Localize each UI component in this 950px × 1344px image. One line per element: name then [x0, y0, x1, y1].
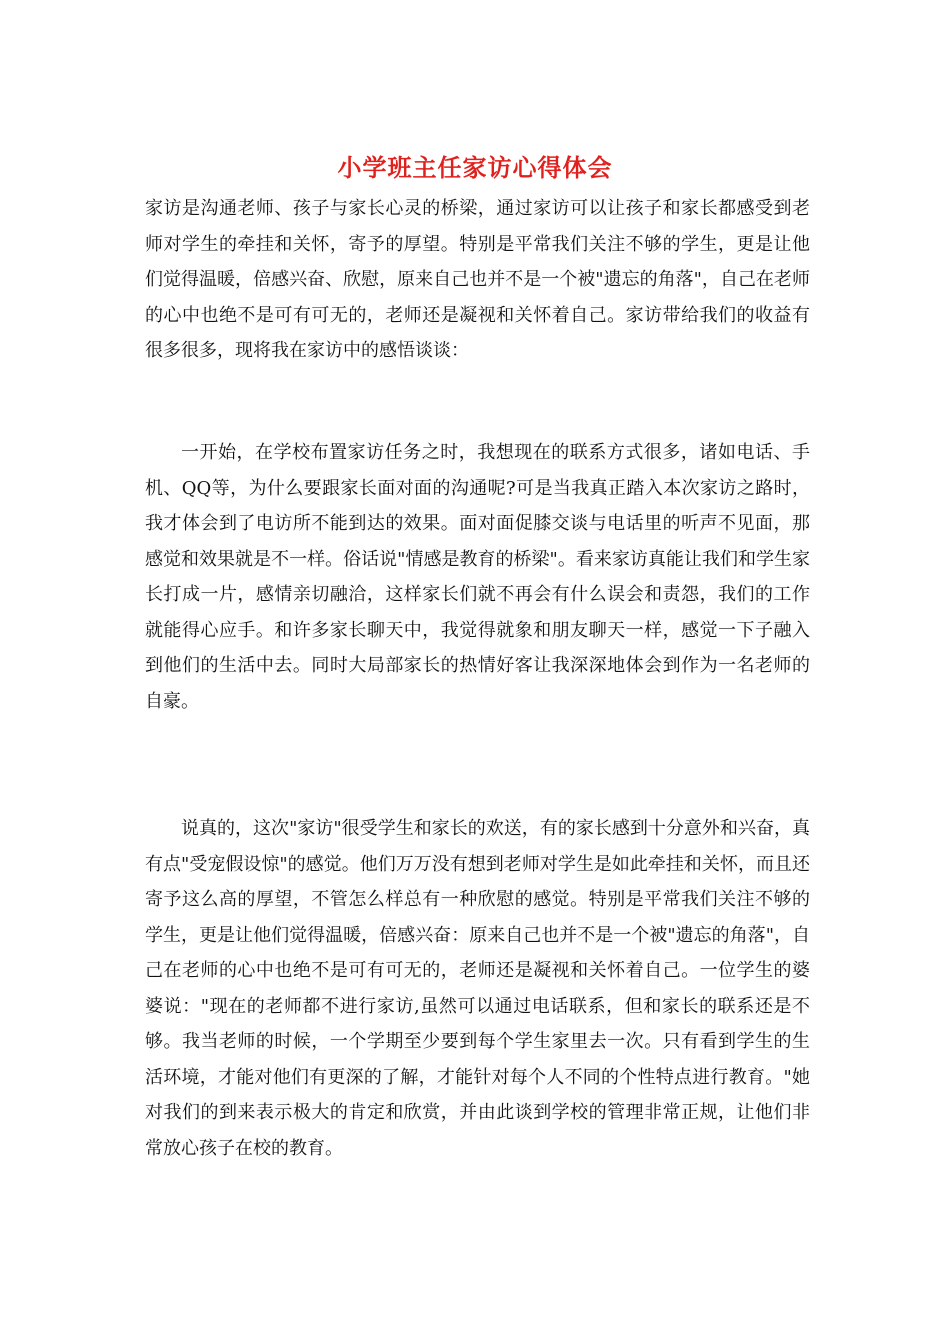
- paragraph-2: 一开始，在学校布置家访任务之时，我想现在的联系方式很多，诸如电话、手机、QQ等，为什么要跟家长面对面的沟通呢?可是当我真正踏入本次家访之路时，我才体会到了电访所不能到达的效果。面对面促膝交谈与电话里的听声不见面，那感觉和效果就是不一样。俗话说"情感是教育的桥梁"。看来家访真能让我们和学生家长打成一片，感情亲切融洽，这样家长们就不再会有什么误会和责怨，我们的工作就能得心应手。和许多家长聊天中，我觉得就象和朋友聊天一样，感觉一下子融入到他们的生活中去。同时大局部家长的热情好客让我深深地体会到作为一名老师的自豪。: [145, 442, 810, 712]
- paragraph-1: 家访是沟通老师、孩子与家长心灵的桥梁，通过家访可以让孩子和家长都感受到老师对学生的牵挂和关怀，寄予的厚望。特别是平常我们关注不够的学生，更是让他们觉得温暖，倍感兴奋、欣慰，原来自己也并不是一个被"遗忘的角落"，自己在老师的心中也绝不是可有可无的，老师还是凝视和关怀着自己。家访带给我们的收益有很多很多，现将我在家访中的感悟谈谈：: [145, 198, 810, 361]
- document-title: 小学班主任家访心得体会: [337, 153, 613, 182]
- paragraph-3: 说真的，这次"家访"很受学生和家长的欢送，有的家长感到十分意外和兴奋，真有点"受宠假设惊"的感觉。他们万万没有想到老师对学生是如此牵挂和关怀，而且还寄予这么高的厚望，不管怎么样总有一种欣慰的感觉。特别是平常我们关注不够的学生，更是让他们觉得温暖，倍感兴奋：原来自己也并不是一个被"遗忘的角落"，自己在老师的心中也绝不是可有可无的，老师还是凝视和关怀着自己。一位学生的婆婆说："现在的老师都不进行家访,虽然可以通过电话联系，但和家长的联系还是不够。我当老师的时候，一个学期至少要到每个学生家里去一次。只有看到学生的生活环境，才能对他们有更深的了解，才能针对每个人不同的个性特点进行教育。"她对我们的到来表示极大的肯定和欣赏，并由此谈到学校的管理非常正规，让他们非常放心孩子在校的教育。: [145, 818, 810, 1159]
